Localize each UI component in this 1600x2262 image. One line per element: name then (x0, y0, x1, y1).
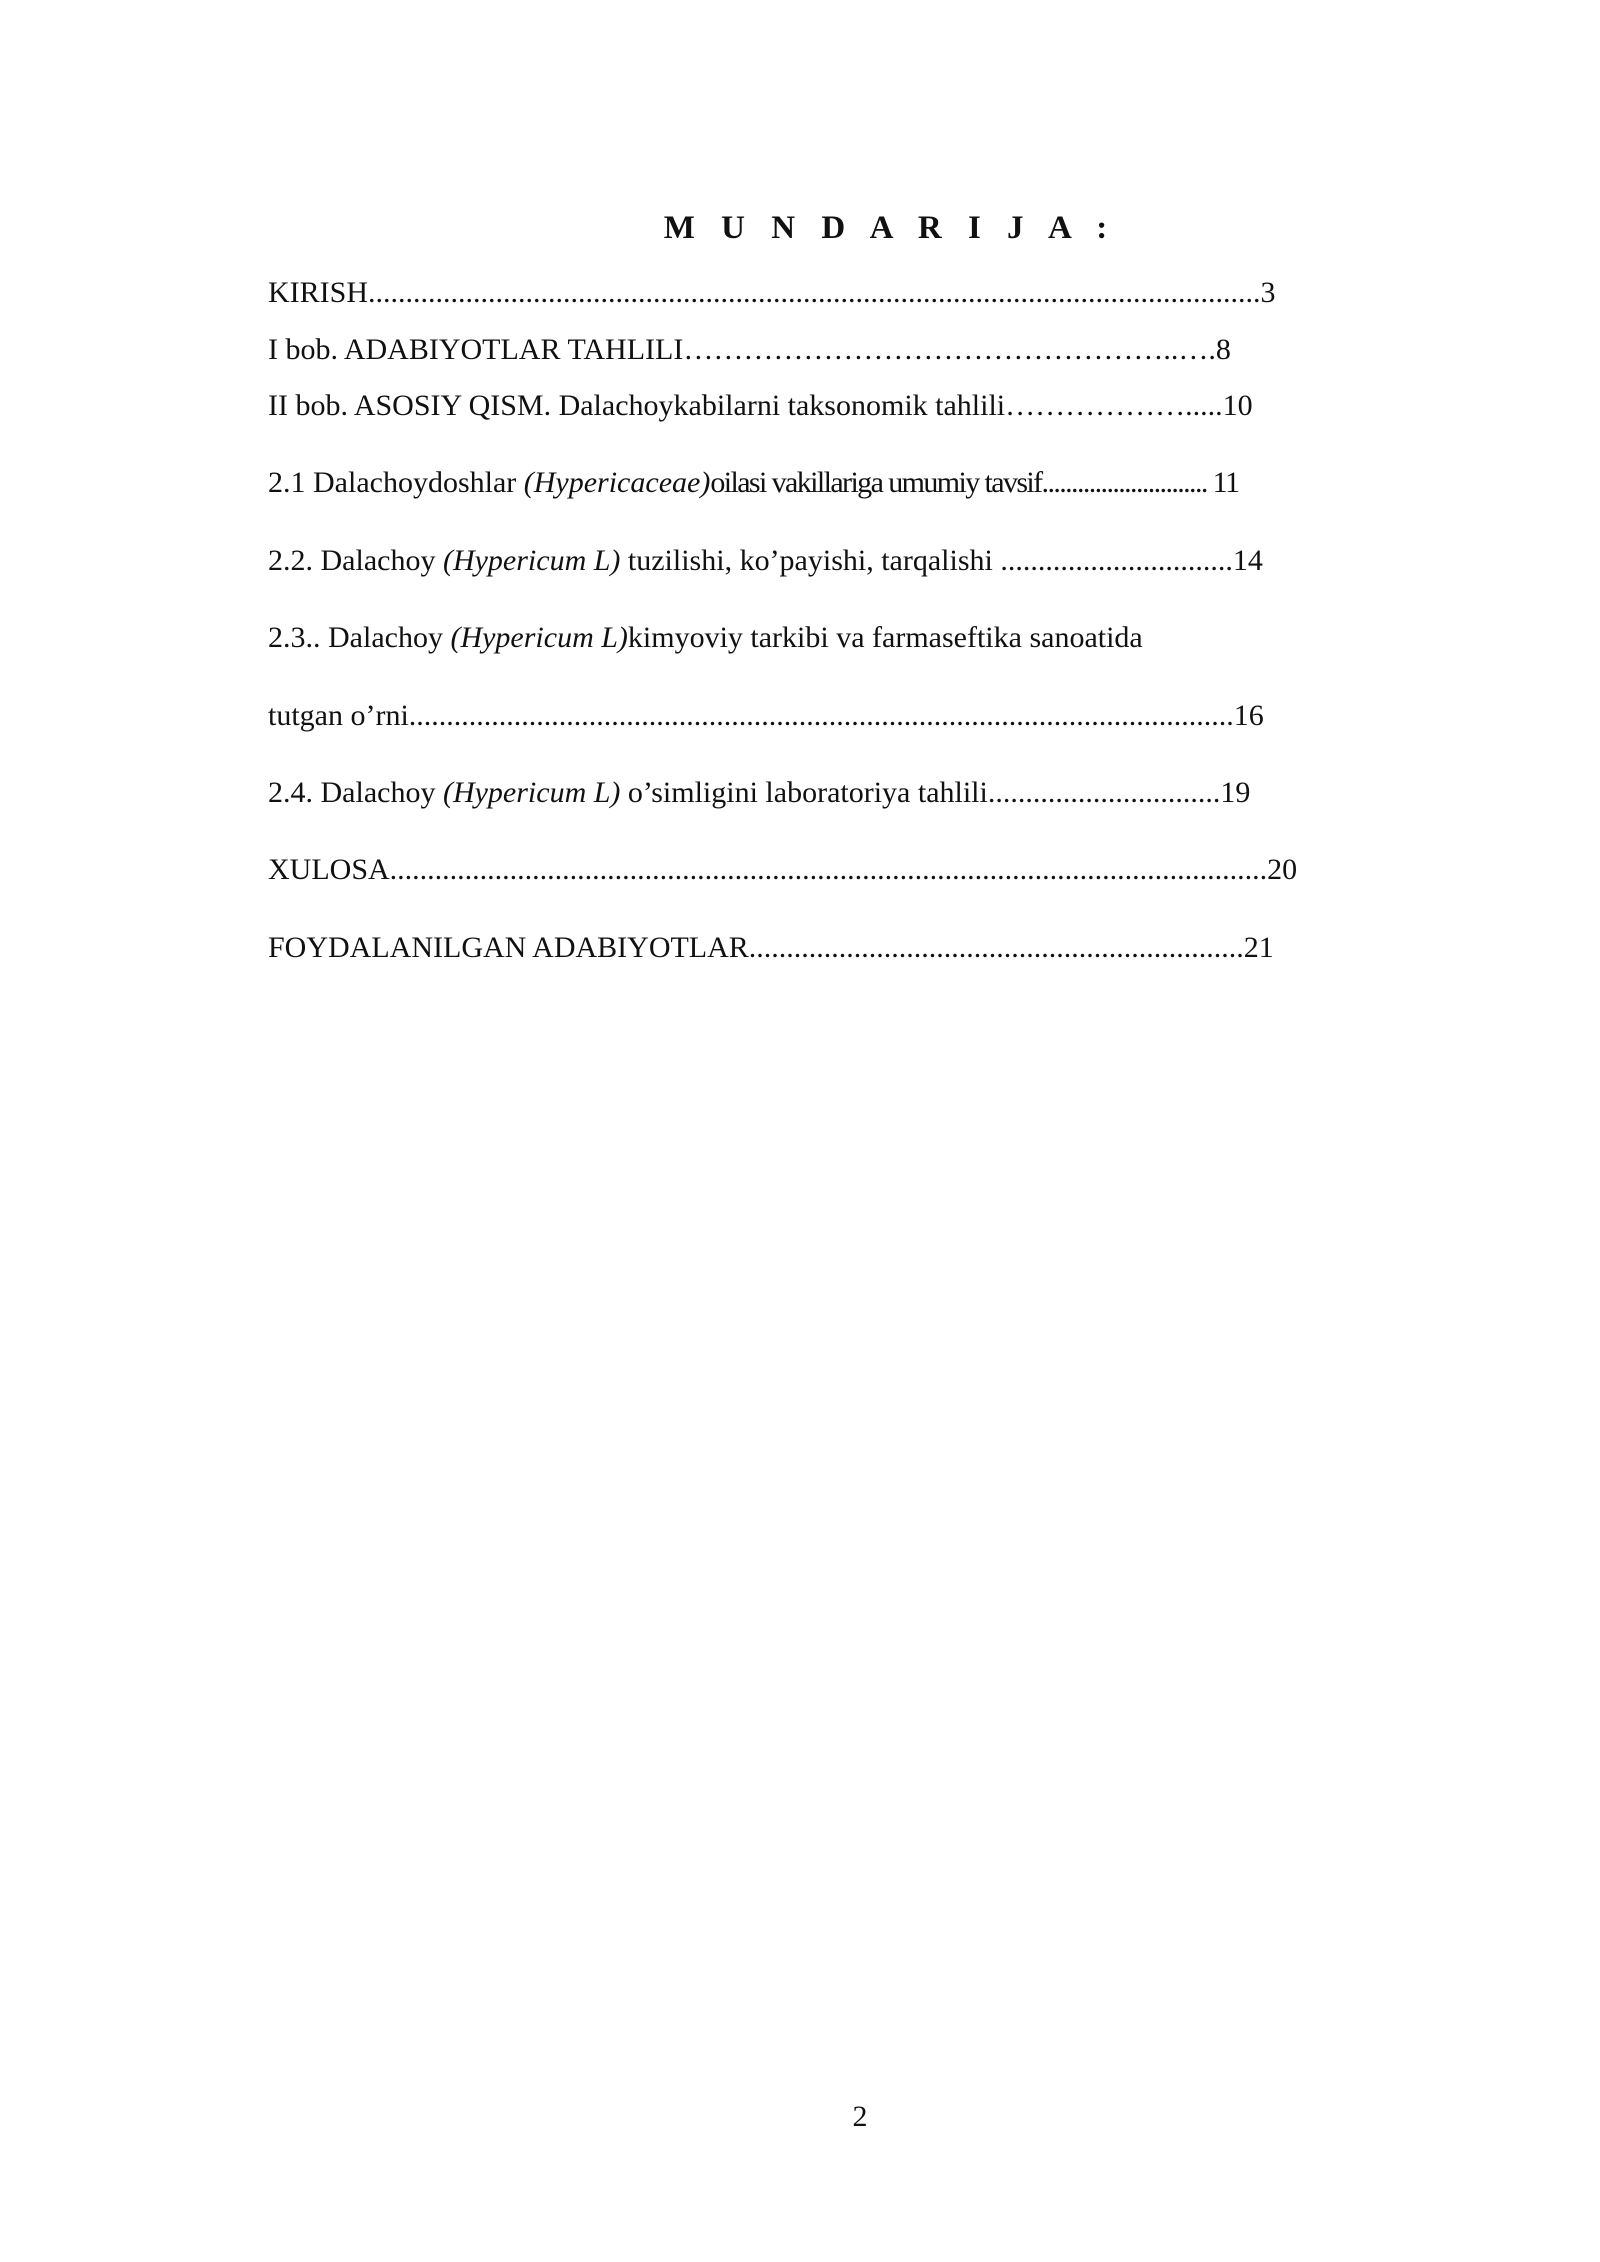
page-title: M U N D A R I J A : (663, 210, 1117, 246)
toc-entry-prefix: 2.4. Dalachoy (268, 776, 443, 809)
toc-entry-suffix: o’simligini laboratoriya tahlili...............................19 (620, 776, 1251, 809)
toc-entry-latin-name: (Hypericum L) (442, 544, 621, 577)
toc-entry-prefix: 2.2. Dalachoy (268, 544, 443, 577)
toc-entry-chapter-2: II bob. ASOSIY QISM. Dalachoykabilarni taksonomik tahlili……………….....10 (268, 389, 1253, 422)
toc-entry-2-3-continued: tutgan o’rni..............................................................................................................16 (268, 699, 1264, 732)
page-number: 2 (852, 2100, 868, 2133)
toc-entry-2-2 (268, 543, 1263, 579)
toc-entry-latin-name: (Hypericum L) (450, 621, 628, 654)
toc-entry-suffix: kimyoviy tarkibi va farmaseftika sanoatida (627, 621, 1143, 654)
toc-entry-references: FOYDALANILGAN ADABIYOTLAR..................................................................21 (268, 931, 1274, 964)
toc-entry-prefix: 2.1 Dalachoydoshlar (268, 466, 524, 499)
toc-entry-kirish: KIRISH.......................................................................................................................3 (268, 276, 1276, 309)
toc-entry-latin-name: (Hypericaceae) (523, 466, 711, 499)
toc-entry-suffix: tuzilishi, ko’payishi, tarqalishi ...............................14 (620, 544, 1263, 577)
toc-entry-prefix: 2.3.. Dalachoy (268, 621, 451, 654)
toc-entry-latin-name: (Hypericum L) (442, 776, 621, 809)
toc-entry-chapter-1: I bob. ADABIYOTLAR TAHLILI…………………………………………..….8 (268, 333, 1231, 366)
toc-entry-2-1 (268, 465, 1238, 501)
toc-entry-xulosa: XULOSA.....................................................................................................................20 (268, 853, 1298, 886)
toc-entry-2-4 (268, 775, 1250, 811)
toc-entry-suffix: oilasi vakillariga umumiy tavsif............................ 11 (710, 466, 1239, 499)
toc-entry-2-3 (268, 620, 1143, 656)
